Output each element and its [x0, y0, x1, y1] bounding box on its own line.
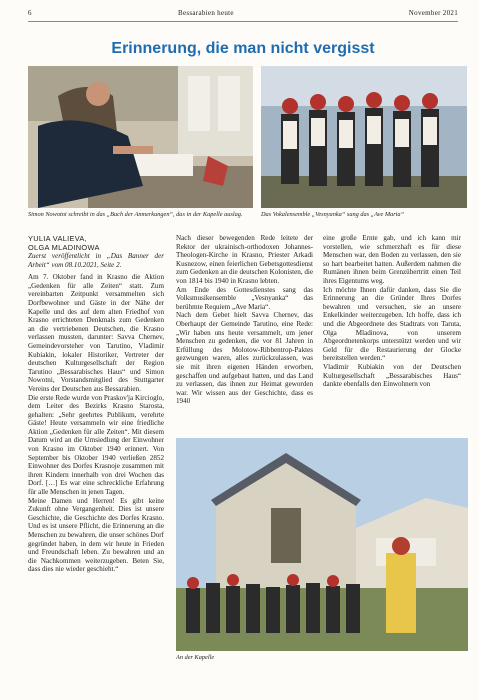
author-2: OLGA MLADINOWA — [28, 243, 100, 252]
authors — [28, 234, 164, 252]
article-column-2 — [176, 234, 313, 406]
photo-chapel — [176, 438, 468, 651]
page-header — [28, 9, 458, 21]
article-column-1 — [28, 234, 164, 574]
photo-man-writing — [28, 66, 253, 208]
col1-paragraph: Am 7. Oktober fand in Krasno die Aktion „Gedenken für alle Zeiten“ statt. Zum vereinbarten Zeitpunkt versammelten sich Dorfbewohner und Gäste in der Nähe der Kapelle und des auf dem alten Friedhof von Krasno errichteten Denkmals zum Gedenken an die vertriebenen Deutschen, die Krasno verlassen mussten, darunter: Savva Chernev, Gemeindevorsteher von Tarutino, Vladimir Kubiakin, lokaler Historiker, Vertreter der deutschen Kulturgesellschaft der Region Tarutino „Bessarabisches Haus“ und Simon Nowotni, Vorstandsmitglied des Stuttgarter Vereins der Deutschen aus Bessarabien. — [28, 273, 164, 393]
source-note: Zuerst veröffentlicht in „Das Banner der Arbeit“ vom 08.10.2021, Seite 2. — [28, 252, 164, 269]
article-column-3 — [323, 234, 461, 389]
col2-paragraph: Am Ende des Gottesdienstes sang das Volksmusikensemble „Vesnyanka“ das berühmte Requiem „Ave Maria“. — [176, 285, 313, 311]
col1-paragraph: Die erste Rede wurde von Praskov'ja Kircioglo, dem Leiter des Bezirks Krasno Starosta, gehalten: „Sehr geehrtes Publikum, verehrte Gäste! Heute versammeln wir eine friedliche Aktion „Gedenken für alle Zeiten“. Mit diesem Datum wird an die Umsiedlung der Einwohner von Krasno im Oktober 1940 erinnert. Von September bis Oktober 1940 verließen 2852 Einwohner des Dorfes Krasnoje zusammen mit ihren Kindern innerhalb von drei Wochen das Dorf. […] Es war eine schreckliche Erfahrung für alle Menschen in jenen Tagen. — [28, 393, 164, 497]
photo-vocal-ensemble — [261, 66, 467, 208]
author-1: YULIA VALIEVA, — [28, 234, 87, 243]
photo3-caption: An der Kapelle — [176, 654, 215, 661]
col2-paragraph: Nach dieser bewegenden Rede leitete der Rektor der ukrainisch-orthodoxen Johannes-Theologen-Kirche in Krasno, Priester Arkadi Kusnezow, einen feierlichen Gebetsgottesdienst zum Gedenken an die deutschen Kolonisten, die von 1814 bis 1940 in Krasno lebten. — [176, 234, 313, 285]
header-rule — [28, 21, 458, 22]
photo1-caption: Simon Nowotni schreibt in das „Buch der Anmerkungen“, das in der Kapelle auslag. — [28, 211, 243, 218]
col1-paragraph: Meine Damen und Herren! Es gibt keine Zukunft ohne Vergangenheit. Dies ist unsere Geschichte, die Geschichte des Dorfes Krasno. Und es ist unsere Pflicht, die Erinnerung an die Menschen zu bewahren, die unser schönes Dorf gegründet haben, in dem wir heute in Frieden und Freundschaft leben. Zu bewahren und an die Nachkommen weiterzugeben. Beten Sie, dass dies nie wieder geschieht.“ — [28, 496, 164, 574]
publication-name: Bessarabien heute — [178, 9, 234, 17]
col2-paragraph: Nach dem Gebet hielt Savva Chernev, das Oberhaupt der Gemeinde Tarutino, eine Rede: „Wir haben uns heute versammelt, um jener Menschen zu gedenken, die vor 81 Jahren in Erfüllung des Molotow-Ribbentrop-Paktes gezwungen waren, alles zurückzulassen, was sie mit ihren eigenen Händen erworben, geschaffen und aufgebaut hatten, und das Land zu verlassen, das ihnen zur Heimat geworden war. Wir wissen aus der Geschichte, dass es 1940 — [176, 311, 313, 406]
photo2-caption: Das Vokalensemble „Vesnyanka“ sang das „Ave Maria“ — [261, 211, 405, 218]
col3-paragraph: Vladimir Kubiakin von der Deutschen Kulturgesellschaft „Bessarabisches Haus“ dankte ebenfalls den Einwohnern von — [323, 362, 461, 389]
col3-paragraph: Ich möchte Ihnen dafür danken, dass Sie die Erinnerung an die Gründer Ihres Dorfes bewahren und versuchen, sie an unsere Enkelkinder weiterzugeben. Ich hoffe, dass ich und die Abgeordnete des Stadtrats von Taruta, Olga Mladinova, von unserem Abgeordnetenkorps unterstützt werden und wir Geld für die Restaurierung der Glocke bereitstellen werden.“ — [323, 285, 461, 363]
col3-paragraph: eine große Ernte gab, und ich kann mir vorstellen, wie schmerzhaft es für diese Menschen war, den Boden zu verlassen, den sie so hart bearbeitet hatten. Außerdem nahmen die Rumänen ihnen beim Grenzübertritt einen Teil ihres Eigentums weg. — [323, 234, 461, 285]
page-number: 6 — [28, 9, 32, 17]
article-title: Erinnerung, die man nicht vergisst — [111, 40, 375, 57]
issue-date: November 2021 — [408, 9, 458, 17]
